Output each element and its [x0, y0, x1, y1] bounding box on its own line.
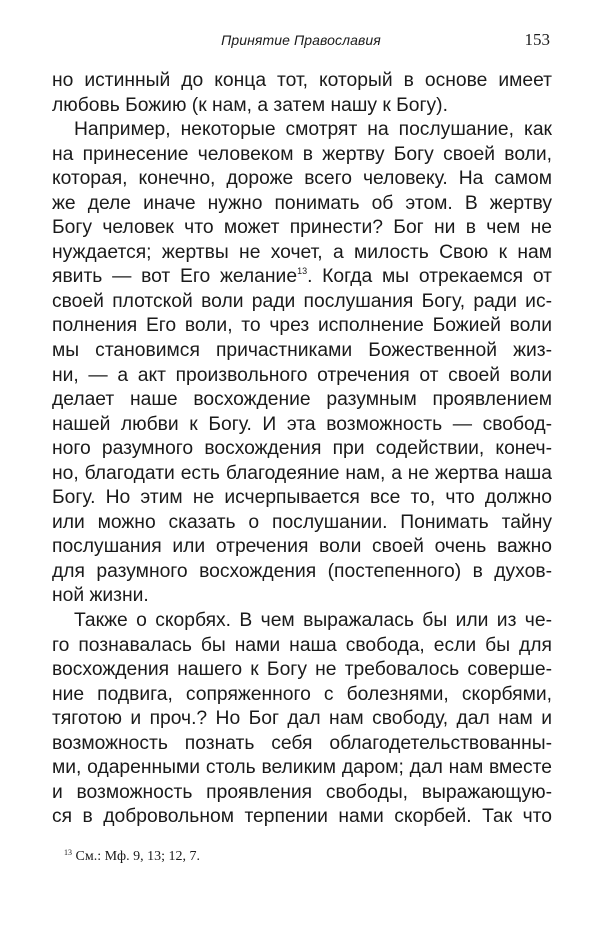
text-line: нуждается; жертвы не хочет, а милость Свою к нам: [52, 241, 552, 263]
text-line: делает наше восхождение разумным проявлением: [52, 389, 552, 411]
text-line: или можно сказать о послушании. Понимать тайну: [52, 511, 552, 533]
text-line: полнения Его воли, то чрез исполнение Божией воли: [52, 315, 552, 337]
text-line: но истинный до конца тот, который в основе имеет: [52, 70, 552, 91]
text-line: послушания или отречения воли своей очень важно: [52, 536, 552, 558]
text-line: ние подвига, сопряженного с болезнями, скорбями,: [52, 683, 552, 705]
text-line: ной жизни.: [52, 585, 149, 607]
text-line: го познавалась бы нами наша свобода, если бы для: [52, 634, 552, 656]
text-line: Богу. Но этим не исчерпывается все то, что должно: [52, 487, 552, 509]
text-segment: явить — вот Его желание: [52, 266, 298, 288]
footnote-marker: 13: [64, 848, 72, 857]
text-line: ного разумного восхождения при содействии, конеч-: [52, 438, 552, 460]
text-line: возможность познать себя облагодетельствованны-: [52, 732, 552, 754]
text-line: своей плотской воли ради послушания Богу, ради ис-: [52, 290, 552, 312]
text-line: нашей любви к Богу. И эта возможность — свобод-: [52, 413, 552, 435]
text-line: любовь Божию (к нам, а затем нашу к Богу).: [52, 94, 448, 116]
running-head: [52, 30, 550, 52]
page-number: 153: [524, 30, 550, 49]
footnote: [64, 849, 200, 865]
footnote-reference[interactable]: 13: [297, 266, 308, 277]
text-segment: . Когда мы отрекаемся от: [307, 266, 552, 288]
text-line: тяготою и проч.? Но Бог дал нам свободу, дал нам и: [52, 708, 552, 730]
text-line: Например, некоторые смотрят на послушание, как: [74, 119, 552, 141]
text-line: на принесение человеком в жертву Богу своей воли,: [52, 143, 552, 165]
body-text: [52, 69, 552, 830]
text-line: восхождения нашего к Богу не требовалось соверше-: [52, 659, 552, 681]
text-line: же деле иначе нужно понимать об этом. В жертву: [52, 192, 552, 214]
running-title: Принятие Православия: [221, 32, 381, 48]
footnote-text: См.: Мф. 9, 13; 12, 7.: [75, 849, 200, 864]
text-line: и возможность проявления свободы, выражающую-: [52, 781, 552, 803]
text-line: Также о скорбях. В чем выражалась бы или из че-: [74, 610, 552, 632]
text-line: ни, — а акт произвольного отречения от своей воли: [52, 364, 552, 386]
text-line: для разумного восхождения (постепенного) в духов-: [52, 560, 552, 582]
text-line: мы становимся причастниками Божественной жиз-: [52, 340, 552, 362]
text-line: ми, одаренными столь великим даром; дал нам вместе: [52, 757, 552, 779]
text-line: но, благодати есть благодеяние нам, а не жертва наша: [52, 462, 552, 484]
text-line: ся в добровольном терпении нами скорбей. Так что: [52, 806, 552, 828]
text-line: [52, 265, 552, 290]
text-line: которая, конечно, дороже всего человеку. На самом: [52, 168, 552, 190]
text-line: Богу человек что может принести? Бог ни в чем не: [52, 217, 552, 239]
